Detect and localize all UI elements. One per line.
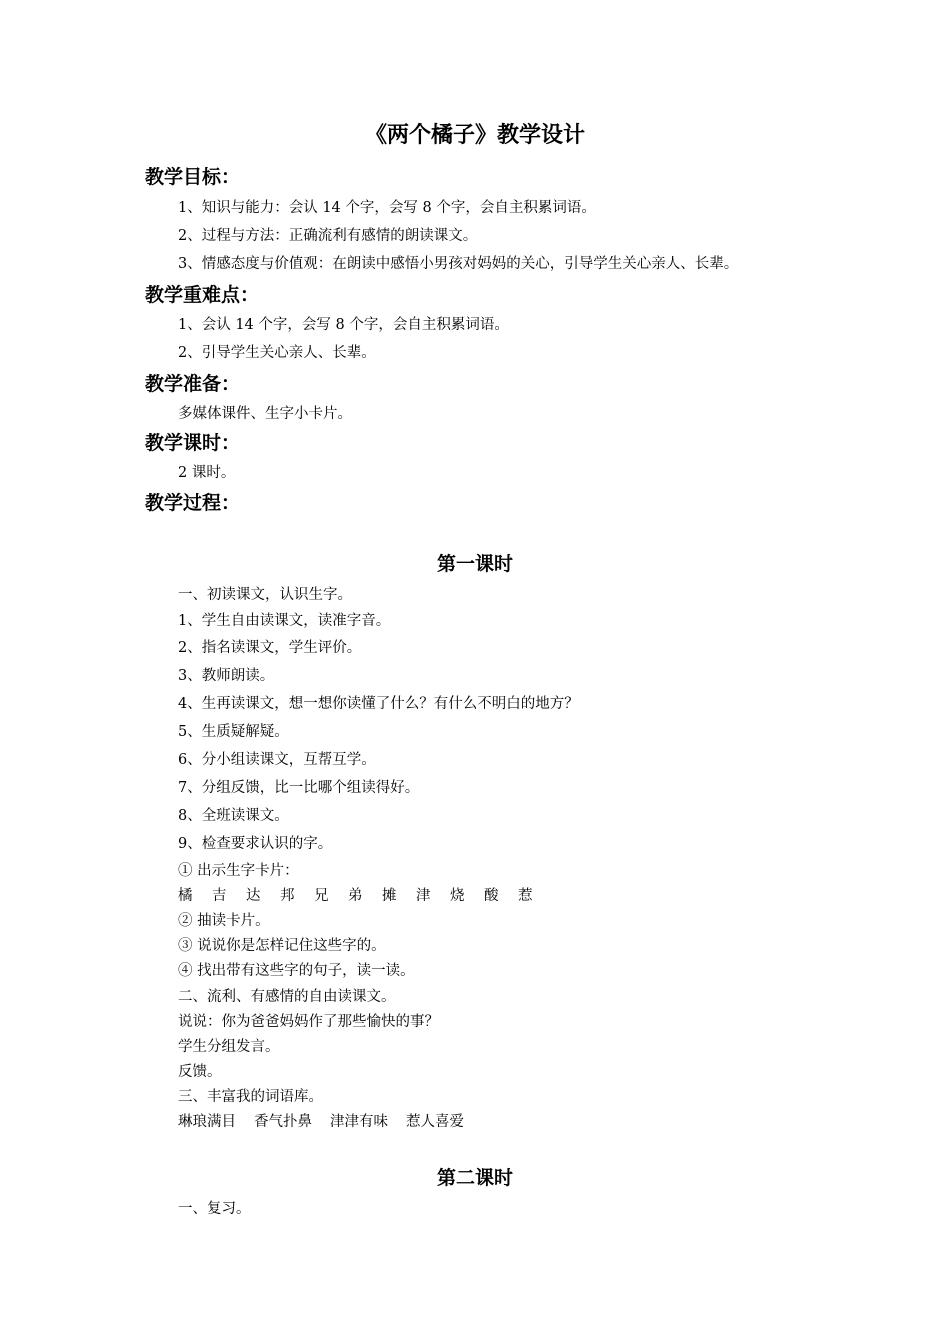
key-point-item: 1、会认 14 个字，会写 8 个字，会自主积累词语。 (178, 317, 509, 333)
character: 惹 (518, 888, 533, 904)
character: 弟 (348, 888, 363, 904)
character: 邦 (280, 888, 295, 904)
key-point-item: 2、引导学生关心亲人、长辈。 (178, 345, 376, 361)
lesson1-line: 学生分组发言。 (178, 1039, 280, 1055)
character: 吉 (212, 888, 227, 904)
lesson1-line: 9、检查要求认识的字。 (178, 836, 333, 852)
lesson1-heading: 第一课时 (436, 553, 513, 575)
lesson1-line: 8、全班读课文。 (178, 808, 289, 824)
key-points-heading: 教学重难点： (145, 284, 260, 306)
lesson1-line: 说说：你为爸爸妈妈作了那些愉快的事？ (178, 1014, 439, 1030)
character: 酸 (484, 888, 499, 904)
vocabulary-list (178, 1110, 482, 1131)
goal-item: 3、情感态度与价值观：在朗读中感悟小男孩对妈妈的关心，引导学生关心亲人、长辈。 (178, 256, 739, 272)
lesson1-line: 3、教师朗读。 (178, 668, 275, 684)
lesson1-line: ④ 找出带有这些字的句子，读一读。 (178, 963, 415, 979)
vocabulary-word: 琳琅满目 (178, 1114, 236, 1130)
lesson1-line: 2、指名读课文，学生评价。 (178, 640, 362, 656)
preparation-heading: 教学准备： (145, 373, 241, 395)
lesson1-line: 1、学生自由读课文，读准字音。 (178, 613, 391, 629)
hours-heading: 教学课时： (145, 432, 241, 454)
vocabulary-word: 津津有味 (330, 1114, 388, 1130)
lesson1-line: 5、生质疑解疑。 (178, 724, 289, 740)
vocabulary-word: 香气扑鼻 (254, 1114, 312, 1130)
character: 达 (246, 888, 261, 904)
lesson1-line: 二、流利、有感情的自由读课文。 (178, 989, 396, 1005)
hours-text: 2 课时。 (178, 465, 236, 481)
lesson1-line: 4、生再读课文，想一想你读懂了什么？有什么不明白的地方？ (178, 696, 579, 712)
lesson1-line: ② 抽读卡片。 (178, 913, 270, 929)
lesson1-line: 三、丰富我的词语库。 (178, 1089, 323, 1105)
lesson1-line: 一、初读课文，认识生字。 (178, 587, 352, 603)
character: 烧 (450, 888, 465, 904)
character: 兄 (314, 888, 329, 904)
lesson1-line: 6、分小组读课文，互帮互学。 (178, 752, 376, 768)
lesson1-line: ① 出示生字卡片： (178, 863, 299, 879)
vocabulary-word: 惹人喜爱 (406, 1114, 464, 1130)
goals-heading: 教学目标： (145, 166, 241, 188)
process-heading: 教学过程： (145, 492, 241, 514)
document-title: 《两个橘子》教学设计 (364, 122, 585, 148)
lesson1-line: ③ 说说你是怎样记住这些字的。 (178, 938, 386, 954)
goal-item: 2、过程与方法：正确流利有感情的朗读课文。 (178, 228, 478, 244)
character: 津 (416, 888, 431, 904)
preparation-text: 多媒体课件、生字小卡片。 (178, 406, 352, 422)
lesson1-line: 反馈。 (178, 1064, 222, 1080)
character-cards (178, 884, 552, 905)
lesson2-line: 一、复习。 (178, 1201, 251, 1217)
character: 摊 (382, 888, 397, 904)
character: 橘 (178, 888, 193, 904)
lesson2-heading: 第二课时 (436, 1167, 513, 1189)
lesson1-line: 7、分组反馈，比一比哪个组读得好。 (178, 780, 420, 796)
goal-item: 1、知识与能力：会认 14 个字，会写 8 个字，会自主积累词语。 (178, 200, 596, 216)
